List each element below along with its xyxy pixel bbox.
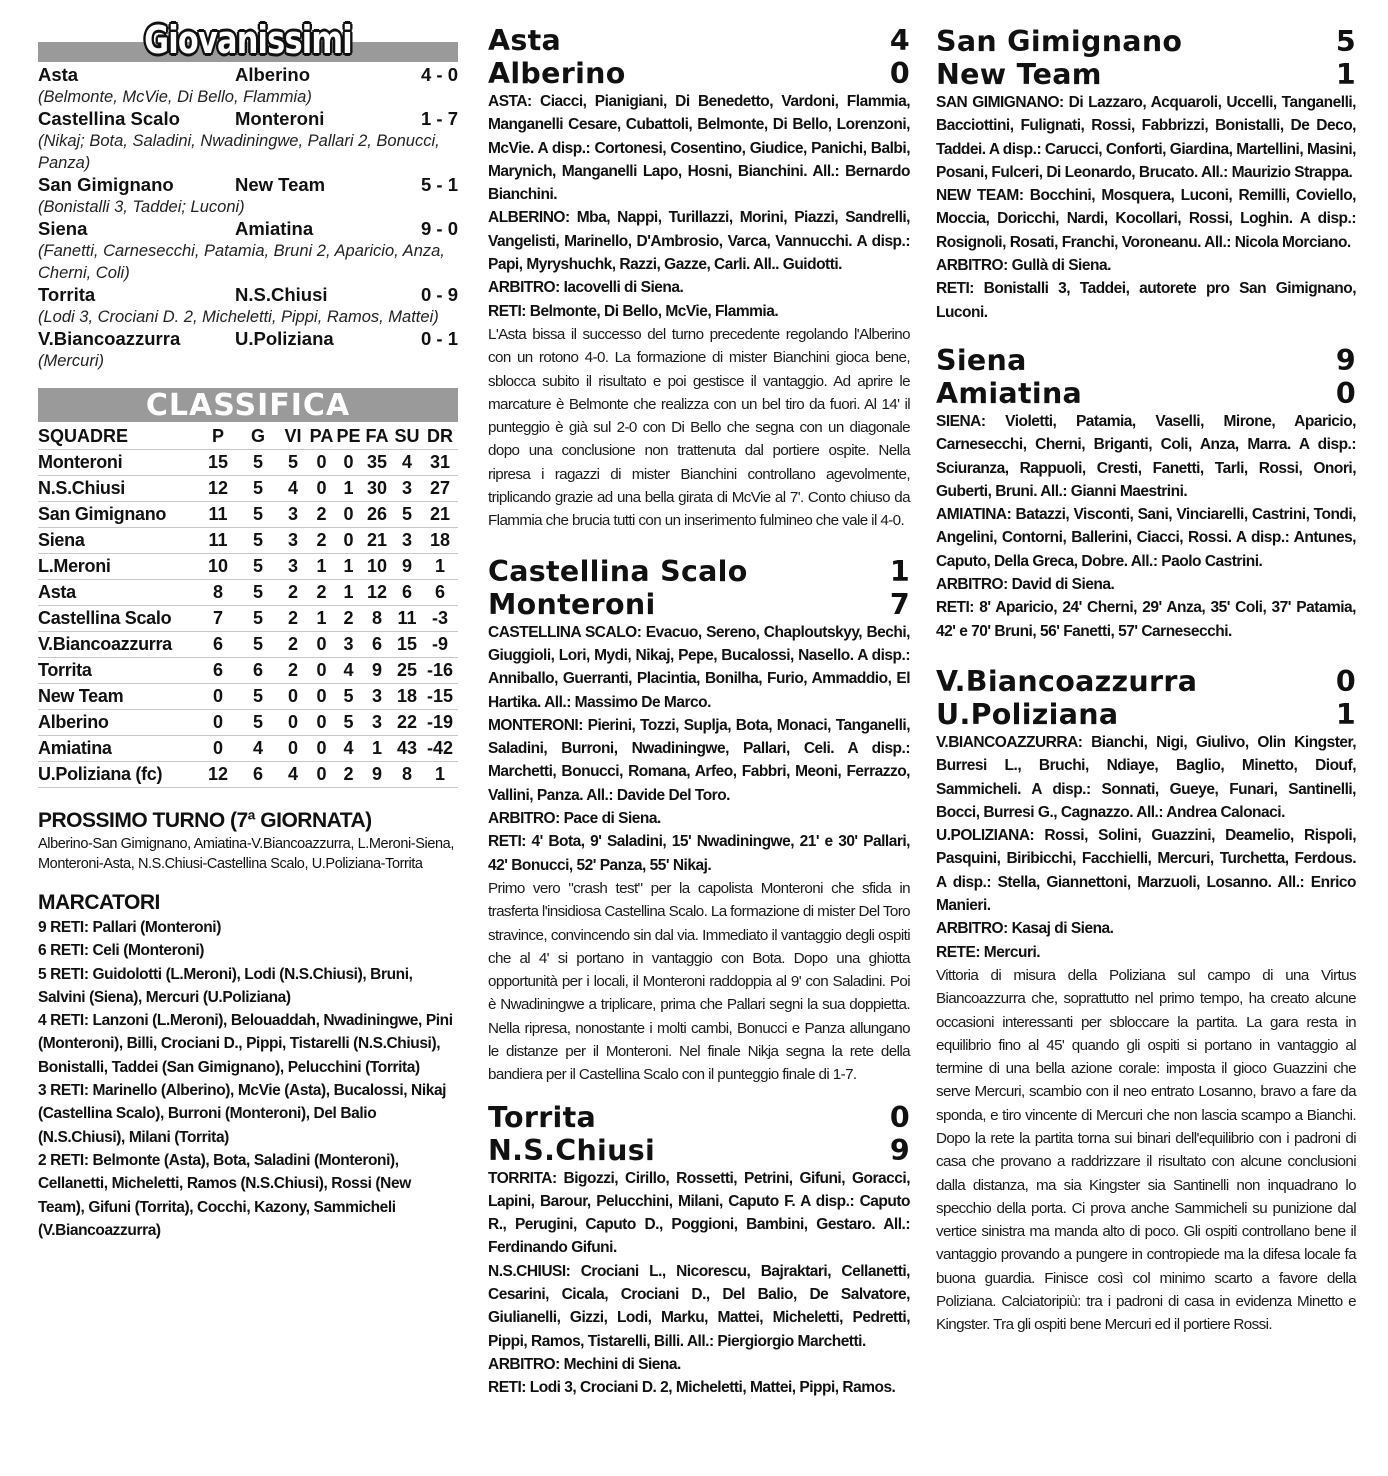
stat-cell: 4 xyxy=(335,658,362,684)
score: 1 - 7 xyxy=(420,108,458,129)
scorer-line: 3 RETI: Marinello (Alberino), McVie (Asta), Bucalossi, Nikaj (Castellina Scalo), Burroni (Monteroni), Del Balio (N.S.Chiusi), Milani (Torrita) xyxy=(38,1082,447,1146)
standings-row xyxy=(38,710,458,736)
match-report: L'Asta bissa il successo del turno precedente regolando l'Alberino con un rotono 4-0. La formazione di mister Bianchini gioca bene, sblocca subito il risultato e poi gestisce il vantaggio. Ad aprire le marcature è Belmonte che realizza con un bel tiro da fuori. Al 14' il punteggio è già sul 2-0 con Di Bello che segna con un diagonale dopo una conclusione non trattenuta dal portiere ospite. Nella ripresa i ragazzi di mister Bianchini controllano agevolmente, triplicando grazie ad una bella girata di McVie al 7'. Conto chiuso da Flammia che brucia tutti con un inserimento fulmineo che vale il 4-0. xyxy=(488,325,910,530)
result-scorers: (Lodi 3, Crociani D. 2, Micheletti, Pippi, Ramos, Mattei) xyxy=(38,308,439,326)
away-lineup: N.S.CHIUSI: Crociani L., Nicorescu, Bajraktari, Cellanetti, Cesarini, Cicala, Crociani D., Del Balio, De Salvatore, Giulianelli, Gizzi, Lodi, Marku, Mattei, Micheletti, Pedretti, Pippi, Ramos, Tistarelli, Billi. All.: Piergiorgio Marchetti. xyxy=(488,1262,910,1350)
stat-cell: 3 xyxy=(392,476,422,502)
match-away-row xyxy=(936,377,1356,410)
stat-cell: 21 xyxy=(362,528,392,554)
away-goals: 0 xyxy=(889,57,910,90)
match-home-row xyxy=(936,665,1356,698)
team-name: San Gimignano xyxy=(38,502,198,528)
stat-cell: 15 xyxy=(198,450,238,476)
section-title: Giovanissimi xyxy=(144,18,352,62)
stat-cell: 1 xyxy=(335,580,362,606)
stat-cell: 0 xyxy=(335,450,362,476)
away-team-name: New Team xyxy=(936,58,1102,91)
stat-cell: 18 xyxy=(392,684,422,710)
away-goals: 7 xyxy=(889,587,910,621)
team-name: Monteroni xyxy=(38,450,198,476)
away-team: N.S.Chiusi xyxy=(235,284,328,305)
match-away-row xyxy=(488,588,910,621)
stat-cell: 2 xyxy=(278,606,308,632)
home-lineup: SAN GIMIGNANO: Di Lazzaro, Acquaroli, Uccelli, Tanganelli, Bacciottini, Fulignati, Rossi, Fabbrizzi, Bonistalli, De Deco, Taddei. A disp.: Carucci, Conforti, Giardina, Martellini, Masini, Posani, Fulceri, Di Leonardo, Brucato. All.: Maurizio Strappa. xyxy=(936,94,1356,181)
scorer-line: 9 RETI: Pallari (Monteroni) xyxy=(38,919,221,936)
goals: RETI: Lodi 3, Crociani D. 2, Micheletti, Mattei, Pippi, Ramos. xyxy=(488,1379,896,1397)
stat-cell: 30 xyxy=(362,476,392,502)
stat-cell: 1 xyxy=(308,554,335,580)
stat-cell: 2 xyxy=(278,580,308,606)
home-team: V.Biancoazzurra xyxy=(38,328,181,349)
stat-cell: 0 xyxy=(308,684,335,710)
middle-column xyxy=(488,24,910,1400)
stat-cell: 5 xyxy=(238,580,278,606)
result-scorers: (Bonistalli 3, Taddei; Luconi) xyxy=(38,198,245,216)
stat-cell: 5 xyxy=(392,502,422,528)
match-away-row xyxy=(936,698,1356,731)
stat-cell: 1 xyxy=(422,762,458,788)
home-team: Torrita xyxy=(38,284,96,305)
standings-header: SQUADRE xyxy=(38,424,198,450)
team-name: Siena xyxy=(38,528,198,554)
scorer-line: 5 RETI: Guidolotti (L.Meroni), Lodi (N.S.Chiusi), Bruni, Salvini (Siena), Mercuri (U.Poliziana) xyxy=(38,965,413,1006)
team-name: Alberino xyxy=(38,710,198,736)
referee: ARBITRO: David di Siena. xyxy=(936,576,1115,594)
standings-row xyxy=(38,658,458,684)
standings-header: VI xyxy=(278,424,308,450)
stat-cell: 4 xyxy=(238,736,278,762)
standings-row xyxy=(38,476,458,502)
standings-row xyxy=(38,554,458,580)
stat-cell: 0 xyxy=(278,684,308,710)
match-article xyxy=(488,24,910,533)
stat-cell: 9 xyxy=(362,762,392,788)
home-lineup: V.BIANCOAZZURRA: Bianchi, Nigi, Giulivo, Olin Kingster, Burresi L., Bruchi, Ndiaye, Baglio, Minetto, Diouf, Sammicheli. A disp.: Sonnati, Gueye, Funari, Santinelli, Bocci, Burresi G., Cagnazzo. All.: Andrea Calonaci. xyxy=(936,733,1356,821)
team-name: Castellina Scalo xyxy=(38,606,198,632)
match-away-row xyxy=(936,58,1356,91)
referee: ARBITRO: Pace di Siena. xyxy=(488,810,661,828)
away-team-name: Amiatina xyxy=(936,376,1083,410)
results-list xyxy=(38,64,458,372)
section-banner xyxy=(38,20,458,64)
stat-cell: 11 xyxy=(198,502,238,528)
away-team-name: N.S.Chiusi xyxy=(488,1133,656,1167)
stat-cell: 3 xyxy=(392,528,422,554)
stat-cell: 0 xyxy=(308,450,335,476)
team-name: V.Biancoazzurra xyxy=(38,632,198,658)
standings-row xyxy=(38,502,458,528)
away-goals: 1 xyxy=(1335,697,1356,731)
scorers-title: MARCATORI xyxy=(38,891,160,914)
scorer-line: 6 RETI: Celi (Monteroni) xyxy=(38,942,205,960)
stat-cell: 5 xyxy=(278,450,308,476)
result-row xyxy=(38,108,458,130)
stat-cell: 7 xyxy=(198,606,238,632)
stat-cell: 0 xyxy=(335,502,362,528)
standings-header: P xyxy=(198,424,238,450)
home-goals: 0 xyxy=(1335,664,1356,698)
home-team-name: Asta xyxy=(488,24,562,57)
goals: RETI: Belmonte, Di Bello, McVie, Flammia. xyxy=(488,302,779,320)
stat-cell: 3 xyxy=(362,710,392,736)
stat-cell: 8 xyxy=(198,580,238,606)
stat-cell: 1 xyxy=(362,736,392,762)
standings-row xyxy=(38,450,458,476)
stat-cell: 5 xyxy=(238,476,278,502)
stat-cell: 18 xyxy=(422,528,458,554)
standings-table xyxy=(38,424,458,788)
stat-cell: 6 xyxy=(238,658,278,684)
home-team-name: Torrita xyxy=(488,1100,597,1134)
standings-row xyxy=(38,528,458,554)
stat-cell: 15 xyxy=(392,632,422,658)
stat-cell: 0 xyxy=(198,736,238,762)
stat-cell: 1 xyxy=(308,606,335,632)
scorer-line: 2 RETI: Belmonte (Asta), Bota, Saladini (Monteroni), Cellanetti, Micheletti, Ramos (N.S.Chiusi), Rossi (New Team), Gifuni (Torrita), Cocchi, Kazony, Sammicheli (V.Biancoazzurra) xyxy=(38,1151,411,1239)
result-scorers: (Fanetti, Carnesecchi, Patamia, Bruni 2, Aparicio, Anza, Cherni, Coli) xyxy=(38,242,445,282)
away-goals: 0 xyxy=(1335,376,1356,410)
home-team: San Gimignano xyxy=(38,174,174,195)
stat-cell: 8 xyxy=(392,762,422,788)
away-team-name: Alberino xyxy=(488,57,626,90)
stat-cell: 4 xyxy=(335,736,362,762)
score: 4 - 0 xyxy=(420,64,458,85)
stat-cell: 12 xyxy=(198,476,238,502)
result-row xyxy=(38,174,458,196)
result-row xyxy=(38,64,458,86)
stat-cell: 5 xyxy=(238,528,278,554)
stat-cell: 2 xyxy=(335,606,362,632)
stat-cell: -15 xyxy=(422,684,458,710)
stat-cell: 12 xyxy=(362,580,392,606)
result-scorers: (Nikaj; Bota, Saladini, Nwadiningwe, Pallari 2, Bonucci, Panza) xyxy=(38,132,440,172)
stat-cell: 1 xyxy=(422,554,458,580)
stat-cell: 0 xyxy=(198,684,238,710)
standings-row xyxy=(38,580,458,606)
away-team: U.Poliziana xyxy=(235,328,334,349)
stat-cell: 26 xyxy=(362,502,392,528)
stat-cell: 5 xyxy=(238,632,278,658)
standings-header: FA xyxy=(362,424,392,450)
away-lineup: AMIATINA: Batazzi, Visconti, Sani, Vinciarelli, Castrini, Tondi, Angelini, Contorni, Ballerini, Ciacci, Rossi. A disp.: Antunes, Caputo, Della Greca, Dobre. All.: Paolo Castrini. xyxy=(936,506,1356,570)
stat-cell: 2 xyxy=(308,502,335,528)
score: 0 - 9 xyxy=(420,284,458,305)
home-team-name: San Gimignano xyxy=(936,25,1183,58)
stat-cell: 3 xyxy=(278,528,308,554)
home-goals: 5 xyxy=(1335,25,1356,58)
match-report: Vittoria di misura della Poliziana sul campo di una Virtus Biancoazzurra che, soprattutto nel primo tempo, ha creato alcune occasioni interessanti per sbloccare la partita. La gara resta in equilibrio fino al 45' quando gli ospiti si portano in vantaggio al termine di una bella azione corale: imposta il gioco Guazzini che serve Mercuri, scambio con il neo entrato Losanno, bravo a fare da sponda, e tiro vincente di Mercuri che non lascia scampo a Bianchi. Dopo la rete la partita torna sui binari dell'equilibrio con i padroni di casa che provano a raddrizzare il risultato con alcune conclusioni dalla distanza, ma sia Kingster sia Santinelli non inquadrano lo specchio della porta. Ci prova anche Sammicheli su punizione dal vertice sinistra ma manda alto di poco. Gli ospiti controllano bene il vantaggio provando a pungere in contropiede ma la difesa locale fa buona guardia. Finisce così col minimo scarto a favore della Poliziana. Calciatoripiù: tra i padroni di casa in evidenza Minetto e Kingster. Tra gli ospiti bene Mercuri ed il portiere Rossi. xyxy=(936,966,1356,1334)
score: 9 - 0 xyxy=(420,218,458,239)
standings-row xyxy=(38,762,458,788)
stat-cell: -42 xyxy=(422,736,458,762)
result-row xyxy=(38,284,458,306)
standings-row xyxy=(38,606,458,632)
match-article xyxy=(488,1101,910,1400)
away-lineup: NEW TEAM: Bocchini, Mosquera, Luconi, Remilli, Coviello, Moccia, Doricchi, Nardi, Kocollari, Rossi, Loghin. A disp.: Rosignoli, Rosati, Franchi, Voroneanu. All.: Nicola Morciano. xyxy=(936,187,1356,251)
standings-row xyxy=(38,736,458,762)
stat-cell: 5 xyxy=(238,684,278,710)
stat-cell: 5 xyxy=(238,710,278,736)
standings-header: SU xyxy=(392,424,422,450)
left-column xyxy=(38,0,458,1242)
home-lineup: TORRITA: Bigozzi, Cirillo, Rossetti, Petrini, Gifuni, Goracci, Lapini, Barour, Pelucchini, Milani, Caputo F. A disp.: Caputo R., Perugini, Caputo D., Poggioni, Bambini, Gestaro. All.: Ferdinando Gifuni. xyxy=(488,1169,910,1257)
stat-cell: 27 xyxy=(422,476,458,502)
stat-cell: 10 xyxy=(362,554,392,580)
standings-header: PE xyxy=(335,424,362,450)
stat-cell: 6 xyxy=(422,580,458,606)
stat-cell: 0 xyxy=(278,736,308,762)
next-round-title: PROSSIMO TURNO (7ª GIORNATA) xyxy=(38,809,372,832)
stat-cell: 1 xyxy=(335,476,362,502)
match-away-row xyxy=(488,57,910,90)
stat-cell: 5 xyxy=(238,450,278,476)
away-team: New Team xyxy=(235,174,326,195)
result-row xyxy=(38,218,458,240)
team-name: U.Poliziana (fc) xyxy=(38,762,198,788)
home-team: Siena xyxy=(38,218,88,239)
stat-cell: 1 xyxy=(335,554,362,580)
home-team: Asta xyxy=(38,64,79,85)
goals: RETI: 8' Aparicio, 24' Cherni, 29' Anza, 35' Coli, 37' Patamia, 42' e 70' Bruni, 56' Fanetti, 57' Carnesecchi. xyxy=(936,599,1356,640)
stat-cell: 6 xyxy=(198,632,238,658)
match-home-row xyxy=(936,344,1356,377)
stat-cell: 6 xyxy=(362,632,392,658)
home-goals: 4 xyxy=(889,24,910,57)
team-name: N.S.Chiusi xyxy=(38,476,198,502)
stat-cell: -16 xyxy=(422,658,458,684)
team-name: Asta xyxy=(38,580,198,606)
stat-cell: 31 xyxy=(422,450,458,476)
score: 0 - 1 xyxy=(420,328,458,349)
scorers-list xyxy=(38,916,458,1242)
stat-cell: 3 xyxy=(278,554,308,580)
match-home-row xyxy=(488,555,910,588)
stat-cell: 2 xyxy=(278,658,308,684)
home-team-name: V.Biancoazzurra xyxy=(936,664,1198,698)
goals: RETE: Mercuri. xyxy=(936,943,1041,961)
team-name: Torrita xyxy=(38,658,198,684)
stat-cell: 0 xyxy=(278,710,308,736)
team-name: New Team xyxy=(38,684,198,710)
stat-cell: 25 xyxy=(392,658,422,684)
home-goals: 9 xyxy=(1335,343,1356,377)
home-team: Castellina Scalo xyxy=(38,108,180,129)
stat-cell: 2 xyxy=(308,528,335,554)
home-goals: 0 xyxy=(889,1100,910,1134)
referee: ARBITRO: Iacovelli di Siena. xyxy=(488,279,684,297)
stat-cell: 0 xyxy=(308,710,335,736)
stat-cell: 0 xyxy=(308,476,335,502)
away-goals: 9 xyxy=(889,1133,910,1167)
stat-cell: 0 xyxy=(308,762,335,788)
home-lineup: CASTELLINA SCALO: Evacuo, Sereno, Chaploutskyy, Bechi, Giuggioli, Lori, Mydi, Nikaj, Pepe, Bucalossi, Nasello. A disp.: Anniballo, Guerranti, Placintia, Bonilha, Furio, Ammaddio, El Hartika. All.: Massimo De Marco. xyxy=(488,623,910,711)
result-scorers: (Belmonte, McVie, Di Bello, Flammia) xyxy=(38,88,312,106)
stat-cell: 6 xyxy=(392,580,422,606)
stat-cell: 5 xyxy=(238,606,278,632)
match-report: Primo vero "crash test" per la capolista Monteroni che sfida in trasferta l'insidiosa Castellina Scalo. La formazione di mister Del Toro stravince, convincendo sin dal via. Immediato il vantaggio degli ospiti che al 4' si portano in vantaggio con Bota. Dopo una ghiotta opportunità per i locali, il Monteroni raddoppia al 9' con Saladini. Poi è Nwadiningwe a triplicare, prima che Pallari segni la sua doppietta. Nella ripresa, nonostante i molti cambi, Bonucci e Panza allungano le distanze per il Monteroni. Nel finale Nikja segna la rete della bandiera per il Castellina Scalo con il punteggio finale di 1-7. xyxy=(488,879,910,1084)
away-lineup: ALBERINO: Mba, Nappi, Turillazzi, Morini, Piazzi, Sandrelli, Vangelisti, Marinello, D'Ambrosio, Varca, Vannucchi. A disp.: Papi, Myryshuchk, Razzi, Gazze, Carli. All.. Guidotti. xyxy=(488,209,910,274)
goals: RETI: 4' Bota, 9' Saladini, 15' Nwadiningwe, 21' e 30' Pallari, 42' Bonucci, 52' Panza, 55' Nikaj. xyxy=(488,833,910,874)
stat-cell: 8 xyxy=(362,606,392,632)
away-team-name: U.Poliziana xyxy=(936,697,1119,731)
stat-cell: 2 xyxy=(335,762,362,788)
stat-cell: 22 xyxy=(392,710,422,736)
stat-cell: 5 xyxy=(335,684,362,710)
stat-cell: 0 xyxy=(335,528,362,554)
team-name: Amiatina xyxy=(38,736,198,762)
stat-cell: 11 xyxy=(198,528,238,554)
stat-cell: 10 xyxy=(198,554,238,580)
referee: ARBITRO: Mechini di Siena. xyxy=(488,1355,681,1373)
stat-cell: 0 xyxy=(308,632,335,658)
stat-cell: 3 xyxy=(362,684,392,710)
right-column xyxy=(936,25,1356,1337)
match-article xyxy=(936,665,1356,1337)
scorer-line: 4 RETI: Lanzoni (L.Meroni), Belouaddah, Nwadiningwe, Pini (Monteroni), Billi, Crociani D., Pippi, Tistarelli (N.S.Chiusi), Bonistalli, Taddei (San Gimignano), Pelucchini (Torrita) xyxy=(38,1012,453,1076)
away-team: Amiatina xyxy=(235,218,314,239)
stat-cell: 4 xyxy=(278,476,308,502)
stat-cell: 3 xyxy=(335,632,362,658)
home-team-name: Siena xyxy=(936,343,1027,377)
match-away-row xyxy=(488,1134,910,1167)
stat-cell: 12 xyxy=(198,762,238,788)
away-team: Monteroni xyxy=(235,108,325,129)
goals: RETI: Bonistalli 3, Taddei, autorete pro San Gimignano, Luconi. xyxy=(936,280,1356,321)
result-row xyxy=(38,328,458,350)
away-lineup: U.POLIZIANA: Rossi, Solini, Guazzini, Deamelio, Rispoli, Pasquini, Biribicchi, Facchielli, Mercuri, Turchetta, Ferdous. A disp.: Stella, Giannettoni, Marzuoli, Losanno. All.: Enrico Manieri. xyxy=(936,827,1356,915)
standings-row xyxy=(38,632,458,658)
stat-cell: 0 xyxy=(308,736,335,762)
standings-row xyxy=(38,684,458,710)
team-name: L.Meroni xyxy=(38,554,198,580)
home-lineup: SIENA: Violetti, Patamia, Vaselli, Mirone, Aparicio, Carnesecchi, Cherni, Briganti, Coli, Anza, Marra. A disp.: Sciuranza, Rappuoli, Cresti, Fanetti, Tarli, Rossi, Onori, Guberti, Bruni. All.: Gianni Maestrini. xyxy=(936,412,1356,500)
result-scorers: (Mercuri) xyxy=(38,352,104,370)
match-home-row xyxy=(488,1101,910,1134)
stat-cell: 5 xyxy=(238,554,278,580)
standings-title: CLASSIFICA xyxy=(38,388,458,422)
away-team-name: Monteroni xyxy=(488,587,656,621)
stat-cell: 2 xyxy=(308,580,335,606)
stat-cell: -19 xyxy=(422,710,458,736)
standings-header: DR xyxy=(422,424,458,450)
home-lineup: ASTA: Ciacci, Pianigiani, Di Benedetto, Vardoni, Flammia, Manganelli Cesare, Cubattoli, Belmonte, Di Bello, Lorenzoni, McVie. A disp.: Cortonesi, Cosentino, Giudice, Panichi, Balbi, Marynich, Manganelli Lapo, Hosni, Bianchini. All.: Bernardo Bianchini. xyxy=(488,93,910,204)
stat-cell: 6 xyxy=(198,658,238,684)
home-team-name: Castellina Scalo xyxy=(488,554,748,588)
match-article xyxy=(936,25,1356,324)
stat-cell: 43 xyxy=(392,736,422,762)
stat-cell: 21 xyxy=(422,502,458,528)
match-home-row xyxy=(488,24,910,57)
away-team: Alberino xyxy=(235,64,311,85)
standings-header: G xyxy=(238,424,278,450)
stat-cell: 3 xyxy=(278,502,308,528)
stat-cell: -9 xyxy=(422,632,458,658)
referee: ARBITRO: Kasaj di Siena. xyxy=(936,920,1114,938)
match-article xyxy=(936,344,1356,643)
stat-cell: 11 xyxy=(392,606,422,632)
score: 5 - 1 xyxy=(420,174,458,195)
away-goals: 1 xyxy=(1335,58,1356,91)
standings-header: PA xyxy=(308,424,335,450)
match-article xyxy=(488,555,910,1087)
stat-cell: 0 xyxy=(198,710,238,736)
stat-cell: 9 xyxy=(362,658,392,684)
stat-cell: 4 xyxy=(392,450,422,476)
stat-cell: 5 xyxy=(238,502,278,528)
stat-cell: 6 xyxy=(238,762,278,788)
stat-cell: 9 xyxy=(392,554,422,580)
stat-cell: 2 xyxy=(278,632,308,658)
stat-cell: 5 xyxy=(335,710,362,736)
next-round-text: Alberino-San Gimignano, Amiatina-V.Biancoazzurra, L.Meroni-Siena, Monteroni-Asta, N.S.Chiusi-Castellina Scalo, U.Poliziana-Torrita xyxy=(38,836,454,872)
referee: ARBITRO: Gullà di Siena. xyxy=(936,257,1111,275)
stat-cell: 0 xyxy=(308,658,335,684)
stat-cell: -3 xyxy=(422,606,458,632)
away-lineup: MONTERONI: Pierini, Tozzi, Suplja, Bota, Monaci, Tanganelli, Saladini, Burroni, Nwadiningwe, Pallari, Celi. A disp.: Marchetti, Bonucci, Romana, Arfeo, Fabbri, Meoni, Ferrazzo, Vallini, Panza. All.: Davide Del Toro. xyxy=(488,716,910,804)
stat-cell: 4 xyxy=(278,762,308,788)
match-home-row xyxy=(936,25,1356,58)
home-goals: 1 xyxy=(889,554,910,588)
stat-cell: 35 xyxy=(362,450,392,476)
